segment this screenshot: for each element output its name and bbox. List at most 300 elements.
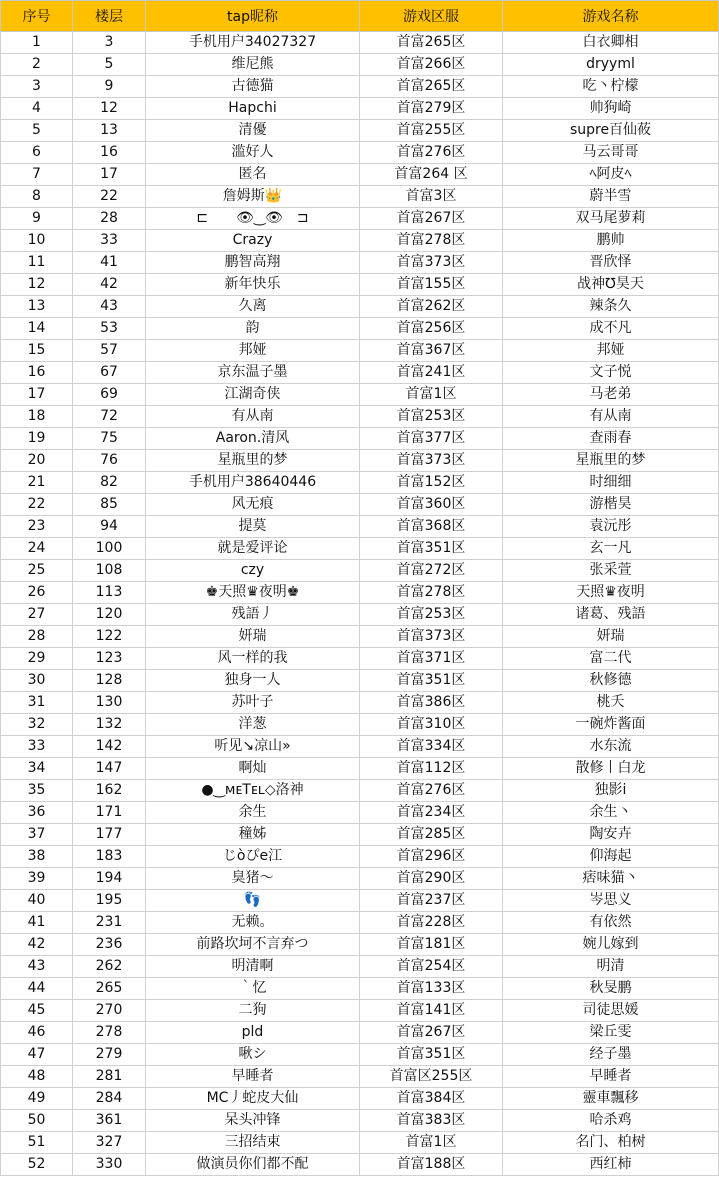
- tap-nickname-cell: ♚天照♛夜明♚: [146, 582, 360, 604]
- index-cell: 20: [1, 450, 73, 472]
- game-server-cell: 首富278区: [360, 582, 503, 604]
- tap-nickname-cell: 京东温子墨: [146, 362, 360, 384]
- floor-cell: 9: [73, 76, 146, 98]
- floor-cell: 94: [73, 516, 146, 538]
- game-server-cell: 首富267区: [360, 1022, 503, 1044]
- game-name-cell: 晋欣怿: [503, 252, 719, 274]
- game-server-cell: 首富1区: [360, 384, 503, 406]
- game-server-cell: 首富241区: [360, 362, 503, 384]
- table-row: [1, 538, 719, 560]
- floor-cell: 69: [73, 384, 146, 406]
- tap-nickname-cell: czy: [146, 560, 360, 582]
- game-server-cell: 首富253区: [360, 406, 503, 428]
- game-server-cell: 首富1区: [360, 1132, 503, 1154]
- game-name-cell: 仰海起: [503, 846, 719, 868]
- tap-nickname-cell: 风一样的我: [146, 648, 360, 670]
- index-cell: 36: [1, 802, 73, 824]
- table-row: [1, 186, 719, 208]
- floor-cell: 142: [73, 736, 146, 758]
- game-server-cell: 首富371区: [360, 648, 503, 670]
- game-server-cell: 首富360区: [360, 494, 503, 516]
- game-server-cell: 首富351区: [360, 1044, 503, 1066]
- game-server-cell: 首富276区: [360, 142, 503, 164]
- game-name-cell: 散修丨白龙: [503, 758, 719, 780]
- game-server-cell: 首富384区: [360, 1088, 503, 1110]
- table-row: [1, 626, 719, 648]
- game-name-cell: 妍瑞: [503, 626, 719, 648]
- game-name-cell: 秋旻鹏: [503, 978, 719, 1000]
- game-name-cell: 独影i: [503, 780, 719, 802]
- tap-nickname-cell: ●‿ᴍᴇTᴇʟ◇洛神: [146, 780, 360, 802]
- game-name-cell: supre百仙莜: [503, 120, 719, 142]
- game-server-cell: 首富285区: [360, 824, 503, 846]
- index-cell: 18: [1, 406, 73, 428]
- game-server-cell: 首富351区: [360, 670, 503, 692]
- tap-nickname-cell: 清優: [146, 120, 360, 142]
- tap-nickname-cell: 穜姊: [146, 824, 360, 846]
- index-cell: 33: [1, 736, 73, 758]
- index-cell: 7: [1, 164, 73, 186]
- game-server-cell: 首富237区: [360, 890, 503, 912]
- tap-nickname-cell: 妍瑞: [146, 626, 360, 648]
- table-row: [1, 648, 719, 670]
- table-row: [1, 318, 719, 340]
- tap-nickname-cell: 风无痕: [146, 494, 360, 516]
- table-row: [1, 252, 719, 274]
- table-row: [1, 230, 719, 252]
- floor-cell: 53: [73, 318, 146, 340]
- floor-cell: 171: [73, 802, 146, 824]
- index-cell: 26: [1, 582, 73, 604]
- game-server-cell: 首富228区: [360, 912, 503, 934]
- index-cell: 6: [1, 142, 73, 164]
- table-row: [1, 296, 719, 318]
- floor-cell: 22: [73, 186, 146, 208]
- tap-nickname-cell: じòぴe江: [146, 846, 360, 868]
- floor-cell: 330: [73, 1154, 146, 1176]
- table-row: [1, 934, 719, 956]
- table-row: [1, 582, 719, 604]
- game-server-cell: 首富377区: [360, 428, 503, 450]
- floor-cell: 120: [73, 604, 146, 626]
- game-server-cell: 首富181区: [360, 934, 503, 956]
- table-row: [1, 1110, 719, 1132]
- game-name-cell: 桃夭: [503, 692, 719, 714]
- table-row: [1, 142, 719, 164]
- table-row: [1, 208, 719, 230]
- game-server-cell: 首富279区: [360, 98, 503, 120]
- table-row: [1, 868, 719, 890]
- floor-cell: 130: [73, 692, 146, 714]
- table-row: [1, 384, 719, 406]
- table-row: [1, 670, 719, 692]
- table-row: [1, 340, 719, 362]
- tap-nickname-cell: 听见↘凉山»: [146, 736, 360, 758]
- game-name-cell: 秋修德: [503, 670, 719, 692]
- game-server-cell: 首富265区: [360, 76, 503, 98]
- table-row: [1, 1132, 719, 1154]
- game-name-cell: 诸葛、残語: [503, 604, 719, 626]
- game-name-cell: 战神℧昊天: [503, 274, 719, 296]
- floor-cell: 195: [73, 890, 146, 912]
- floor-cell: 327: [73, 1132, 146, 1154]
- game-server-cell: 首富265区: [360, 32, 503, 54]
- table-row: [1, 780, 719, 802]
- floor-cell: 13: [73, 120, 146, 142]
- floor-cell: 270: [73, 1000, 146, 1022]
- game-name-cell: 梁丘雯: [503, 1022, 719, 1044]
- index-cell: 30: [1, 670, 73, 692]
- game-name-cell: 岑思义: [503, 890, 719, 912]
- game-name-cell: 水东流: [503, 736, 719, 758]
- table-row: [1, 890, 719, 912]
- game-name-cell: 经子墨: [503, 1044, 719, 1066]
- game-server-cell: 首富373区: [360, 626, 503, 648]
- game-name-cell: 张采萱: [503, 560, 719, 582]
- game-name-cell: 星瓶里的梦: [503, 450, 719, 472]
- floor-cell: 82: [73, 472, 146, 494]
- game-server-cell: 首富256区: [360, 318, 503, 340]
- game-name-cell: ﾍ阿皮ﾍ: [503, 164, 719, 186]
- tap-nickname-cell: 久离: [146, 296, 360, 318]
- table-row: [1, 978, 719, 1000]
- tap-nickname-cell: 新年快乐: [146, 274, 360, 296]
- floor-cell: 28: [73, 208, 146, 230]
- tap-nickname-cell: 手机用户38640446: [146, 472, 360, 494]
- tap-nickname-cell: 江湖奇侠: [146, 384, 360, 406]
- floor-cell: 5: [73, 54, 146, 76]
- game-server-cell: 首富112区: [360, 758, 503, 780]
- index-cell: 10: [1, 230, 73, 252]
- tap-nickname-cell: ｀忆: [146, 978, 360, 1000]
- floor-cell: 41: [73, 252, 146, 274]
- game-name-cell: 哈杀鸡: [503, 1110, 719, 1132]
- floor-cell: 113: [73, 582, 146, 604]
- index-cell: 29: [1, 648, 73, 670]
- index-cell: 19: [1, 428, 73, 450]
- game-name-cell: 帅狗崎: [503, 98, 719, 120]
- table-row: [1, 120, 719, 142]
- floor-cell: 236: [73, 934, 146, 956]
- floor-cell: 162: [73, 780, 146, 802]
- floor-cell: 3: [73, 32, 146, 54]
- index-cell: 47: [1, 1044, 73, 1066]
- game-name-cell: 陶安卉: [503, 824, 719, 846]
- game-name-cell: 文子悦: [503, 362, 719, 384]
- floor-cell: 122: [73, 626, 146, 648]
- index-cell: 8: [1, 186, 73, 208]
- index-cell: 23: [1, 516, 73, 538]
- tap-nickname-cell: 啊灿: [146, 758, 360, 780]
- index-cell: 16: [1, 362, 73, 384]
- floor-cell: 123: [73, 648, 146, 670]
- index-cell: 2: [1, 54, 73, 76]
- floor-cell: 132: [73, 714, 146, 736]
- game-server-cell: 首富234区: [360, 802, 503, 824]
- tap-nickname-cell: Crazy: [146, 230, 360, 252]
- game-name-cell: 袁沅彤: [503, 516, 719, 538]
- game-name-cell: 鹏帅: [503, 230, 719, 252]
- tap-nickname-cell: MC丿蛇皮大仙: [146, 1088, 360, 1110]
- index-cell: 24: [1, 538, 73, 560]
- game-name-cell: 痞味猫丶: [503, 868, 719, 890]
- index-cell: 32: [1, 714, 73, 736]
- tap-nickname-cell: 提莫: [146, 516, 360, 538]
- index-cell: 42: [1, 934, 73, 956]
- table-row: [1, 1154, 719, 1176]
- index-cell: 37: [1, 824, 73, 846]
- game-name-cell: 吃丶柠檬: [503, 76, 719, 98]
- table-row: [1, 428, 719, 450]
- game-server-cell: 首富373区: [360, 450, 503, 472]
- tap-nickname-cell: 维尼熊: [146, 54, 360, 76]
- floor-cell: 183: [73, 846, 146, 868]
- header-row: [1, 1, 719, 32]
- tap-nickname-cell: 星瓶里的梦: [146, 450, 360, 472]
- game-server-cell: 首富276区: [360, 780, 503, 802]
- index-cell: 48: [1, 1066, 73, 1088]
- game-server-cell: 首富254区: [360, 956, 503, 978]
- tap-nickname-cell: 啾シ: [146, 1044, 360, 1066]
- index-cell: 22: [1, 494, 73, 516]
- game-name-cell: 天照♛夜明: [503, 582, 719, 604]
- game-server-cell: 首富255区: [360, 120, 503, 142]
- game-server-cell: 首富386区: [360, 692, 503, 714]
- game-server-cell: 首富296区: [360, 846, 503, 868]
- game-name-cell: 时细细: [503, 472, 719, 494]
- table-row: [1, 472, 719, 494]
- tap-nickname-cell: 詹姆斯👑: [146, 186, 360, 208]
- table-row: [1, 1000, 719, 1022]
- game-name-cell: 明清: [503, 956, 719, 978]
- game-server-cell: 首富262区: [360, 296, 503, 318]
- game-name-cell: 马云哥哥: [503, 142, 719, 164]
- game-name-cell: 辣条久: [503, 296, 719, 318]
- index-cell: 34: [1, 758, 73, 780]
- index-cell: 50: [1, 1110, 73, 1132]
- tap-nickname-cell: 古德猫: [146, 76, 360, 98]
- tap-nickname-cell: 鹏智高翔: [146, 252, 360, 274]
- game-server-cell: 首富152区: [360, 472, 503, 494]
- table-row: [1, 54, 719, 76]
- tap-nickname-cell: 早睡者: [146, 1066, 360, 1088]
- table-row: [1, 164, 719, 186]
- tap-nickname-cell: pld: [146, 1022, 360, 1044]
- game-server-cell: 首富373区: [360, 252, 503, 274]
- floor-cell: 284: [73, 1088, 146, 1110]
- game-name-cell: 早睡者: [503, 1066, 719, 1088]
- game-server-cell: 首富351区: [360, 538, 503, 560]
- game-server-cell: 首富266区: [360, 54, 503, 76]
- tap-nickname-cell: 三招结束: [146, 1132, 360, 1154]
- tap-nickname-cell: 无赖。: [146, 912, 360, 934]
- game-name-cell: 查雨春: [503, 428, 719, 450]
- floor-cell: 76: [73, 450, 146, 472]
- index-cell: 35: [1, 780, 73, 802]
- floor-cell: 12: [73, 98, 146, 120]
- table-row: [1, 1066, 719, 1088]
- tap-nickname-cell: 邦娅: [146, 340, 360, 362]
- index-cell: 46: [1, 1022, 73, 1044]
- floor-cell: 42: [73, 274, 146, 296]
- table-body: [1, 32, 719, 1176]
- game-name-cell: 白衣卿相: [503, 32, 719, 54]
- floor-cell: 43: [73, 296, 146, 318]
- header-index: 序号: [1, 1, 73, 32]
- floor-cell: 262: [73, 956, 146, 978]
- index-cell: 40: [1, 890, 73, 912]
- table-row: [1, 802, 719, 824]
- game-server-cell: 首富367区: [360, 340, 503, 362]
- game-server-cell: 首富383区: [360, 1110, 503, 1132]
- tap-nickname-cell: 👣: [146, 890, 360, 912]
- floor-cell: 281: [73, 1066, 146, 1088]
- game-name-cell: 有从南: [503, 406, 719, 428]
- floor-cell: 33: [73, 230, 146, 252]
- index-cell: 52: [1, 1154, 73, 1176]
- index-cell: 25: [1, 560, 73, 582]
- game-name-cell: 名门、柏树: [503, 1132, 719, 1154]
- floor-cell: 16: [73, 142, 146, 164]
- index-cell: 9: [1, 208, 73, 230]
- floor-cell: 361: [73, 1110, 146, 1132]
- table-row: [1, 1088, 719, 1110]
- index-cell: 45: [1, 1000, 73, 1022]
- table-row: [1, 1022, 719, 1044]
- tap-nickname-cell: 洋葱: [146, 714, 360, 736]
- table-row: [1, 846, 719, 868]
- game-name-cell: 一碗炸酱面: [503, 714, 719, 736]
- game-name-cell: 马老弟: [503, 384, 719, 406]
- index-cell: 41: [1, 912, 73, 934]
- header-game-name: 游戏名称: [503, 1, 719, 32]
- floor-cell: 265: [73, 978, 146, 1000]
- tap-nickname-cell: 做演员你们都不配: [146, 1154, 360, 1176]
- tap-nickname-cell: 余生: [146, 802, 360, 824]
- index-cell: 17: [1, 384, 73, 406]
- floor-cell: 177: [73, 824, 146, 846]
- table-row: [1, 362, 719, 384]
- table-row: [1, 824, 719, 846]
- table-row: [1, 450, 719, 472]
- game-name-cell: 婉儿嫁到: [503, 934, 719, 956]
- tap-nickname-cell: 有从南: [146, 406, 360, 428]
- floor-cell: 57: [73, 340, 146, 362]
- tap-nickname-cell: 明清啊: [146, 956, 360, 978]
- table-row: [1, 692, 719, 714]
- table-row: [1, 274, 719, 296]
- tap-nickname-cell: ⊏ 👁‿👁 ⊐: [146, 208, 360, 230]
- floor-cell: 279: [73, 1044, 146, 1066]
- floor-cell: 231: [73, 912, 146, 934]
- tap-nickname-cell: 独身一人: [146, 670, 360, 692]
- game-name-cell: 游楷昊: [503, 494, 719, 516]
- tap-nickname-cell: 残語丿: [146, 604, 360, 626]
- tap-nickname-cell: Hapchi: [146, 98, 360, 120]
- tap-nickname-cell: 就是爱评论: [146, 538, 360, 560]
- index-cell: 28: [1, 626, 73, 648]
- game-server-cell: 首富141区: [360, 1000, 503, 1022]
- table-row: [1, 758, 719, 780]
- tap-nickname-cell: 臭猪～: [146, 868, 360, 890]
- index-cell: 1: [1, 32, 73, 54]
- game-server-cell: 首富368区: [360, 516, 503, 538]
- index-cell: 12: [1, 274, 73, 296]
- index-cell: 4: [1, 98, 73, 120]
- index-cell: 11: [1, 252, 73, 274]
- header-game-server: 游戏区服: [360, 1, 503, 32]
- floor-cell: 17: [73, 164, 146, 186]
- game-name-cell: 余生丶: [503, 802, 719, 824]
- table-row: [1, 406, 719, 428]
- index-cell: 49: [1, 1088, 73, 1110]
- game-server-cell: 首富区255区: [360, 1066, 503, 1088]
- floor-cell: 194: [73, 868, 146, 890]
- table-row: [1, 76, 719, 98]
- game-server-cell: 首富155区: [360, 274, 503, 296]
- game-name-cell: 蔚半雪: [503, 186, 719, 208]
- game-name-cell: 成不凡: [503, 318, 719, 340]
- game-server-cell: 首富334区: [360, 736, 503, 758]
- tap-nickname-cell: 二狗: [146, 1000, 360, 1022]
- index-cell: 21: [1, 472, 73, 494]
- table-row: [1, 714, 719, 736]
- index-cell: 43: [1, 956, 73, 978]
- table-row: [1, 736, 719, 758]
- index-cell: 15: [1, 340, 73, 362]
- table-row: [1, 956, 719, 978]
- index-cell: 38: [1, 846, 73, 868]
- floor-cell: 128: [73, 670, 146, 692]
- index-cell: 39: [1, 868, 73, 890]
- game-server-cell: 首富278区: [360, 230, 503, 252]
- game-server-cell: 首富290区: [360, 868, 503, 890]
- table-row: [1, 912, 719, 934]
- game-server-cell: 首富253区: [360, 604, 503, 626]
- game-server-cell: 首富3区: [360, 186, 503, 208]
- game-server-cell: 首富267区: [360, 208, 503, 230]
- table-row: [1, 98, 719, 120]
- game-server-cell: 首富310区: [360, 714, 503, 736]
- table-row: [1, 604, 719, 626]
- index-cell: 3: [1, 76, 73, 98]
- index-cell: 44: [1, 978, 73, 1000]
- index-cell: 14: [1, 318, 73, 340]
- game-name-cell: 司徒思媛: [503, 1000, 719, 1022]
- table-row: [1, 516, 719, 538]
- header-tap-nickname: tap昵称: [146, 1, 360, 32]
- tap-nickname-cell: 苏叶子: [146, 692, 360, 714]
- floor-cell: 278: [73, 1022, 146, 1044]
- floor-cell: 75: [73, 428, 146, 450]
- floor-cell: 147: [73, 758, 146, 780]
- game-name-cell: dryyml: [503, 54, 719, 76]
- game-name-cell: 邦娅: [503, 340, 719, 362]
- table-row: [1, 560, 719, 582]
- game-name-cell: 靈車飄移: [503, 1088, 719, 1110]
- table-row: [1, 32, 719, 54]
- game-server-cell: 首富133区: [360, 978, 503, 1000]
- floor-cell: 108: [73, 560, 146, 582]
- tap-nickname-cell: Aaron.清风: [146, 428, 360, 450]
- game-server-cell: 首富272区: [360, 560, 503, 582]
- game-name-cell: 富二代: [503, 648, 719, 670]
- tap-nickname-cell: 匿名: [146, 164, 360, 186]
- tap-nickname-cell: 滥好人: [146, 142, 360, 164]
- game-name-cell: 有依然: [503, 912, 719, 934]
- floor-cell: 67: [73, 362, 146, 384]
- floor-cell: 100: [73, 538, 146, 560]
